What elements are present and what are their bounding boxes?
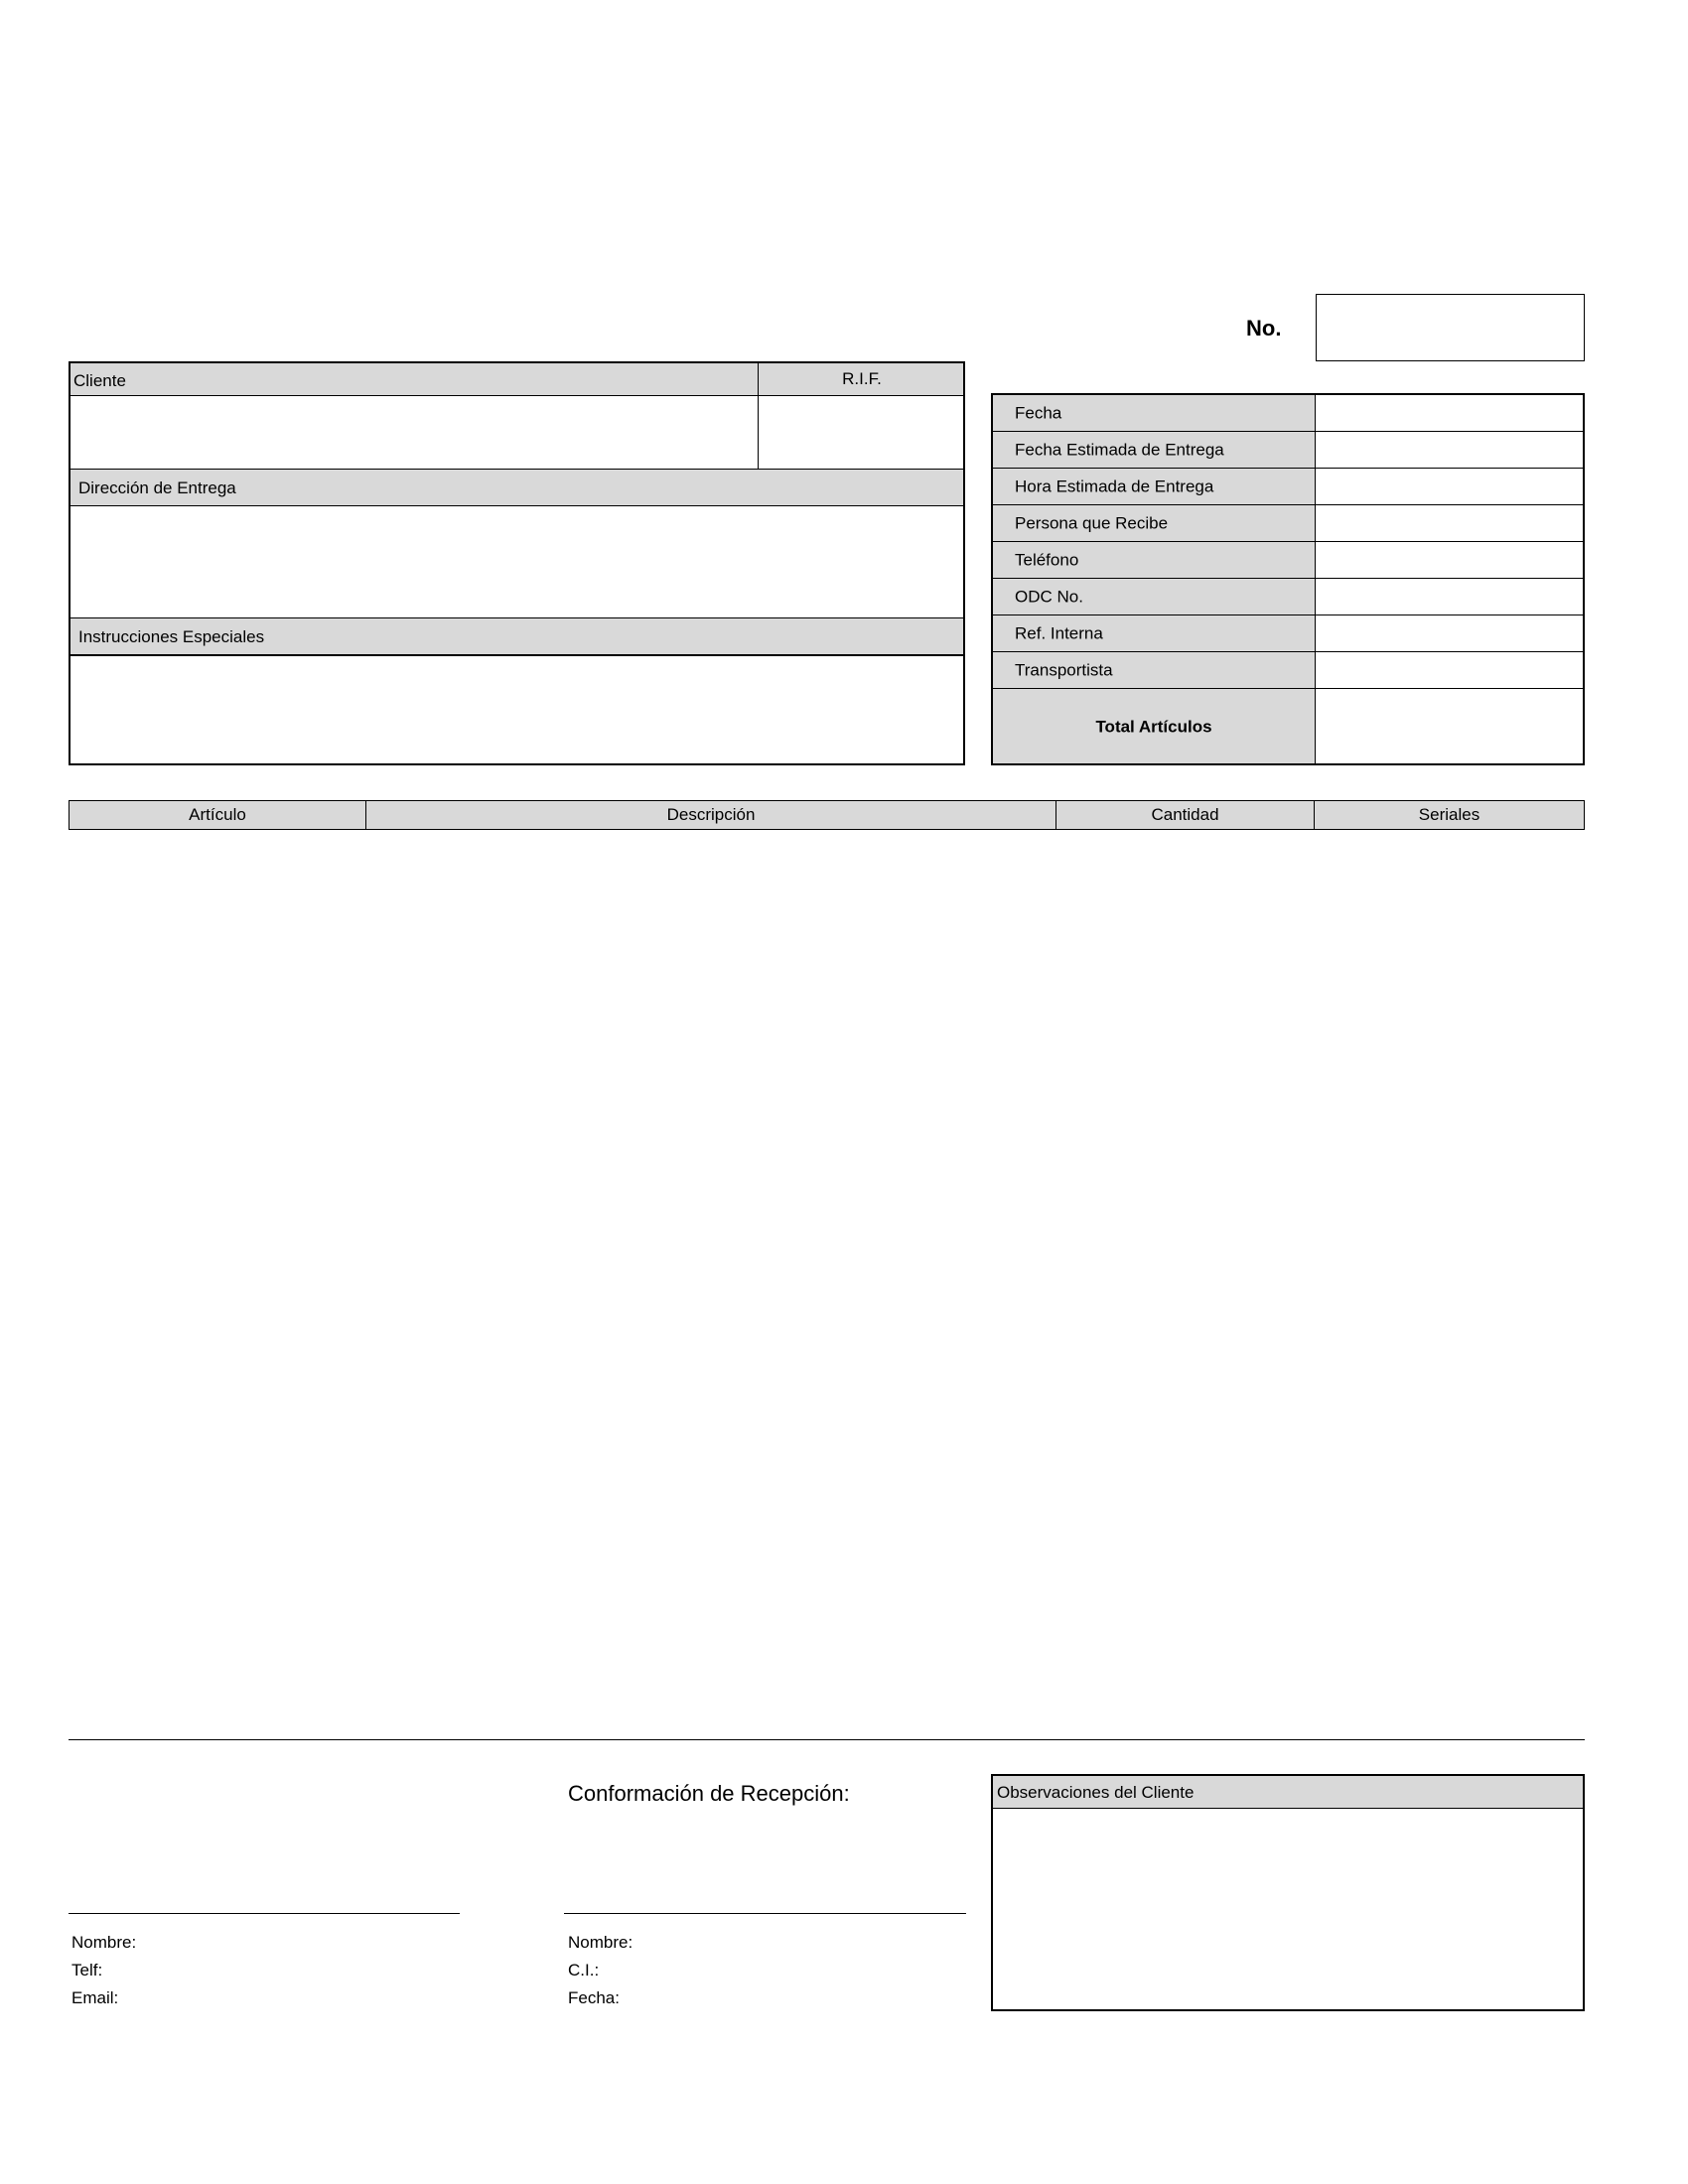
details-row-label: Hora Estimada de Entrega [1015, 477, 1214, 496]
sender-signature-fields [71, 1929, 136, 2012]
details-row-value[interactable] [1316, 469, 1583, 504]
instructions-header-row [70, 618, 963, 654]
address-label: Dirección de Entrega [78, 478, 236, 497]
details-row-label: Ref. Interna [1015, 623, 1103, 643]
items-table-header [69, 800, 1585, 830]
details-row-value[interactable] [1316, 542, 1583, 578]
details-row-label: Transportista [1015, 660, 1113, 680]
sender-signature-line [69, 1913, 460, 1914]
column-header-description: Descripción [666, 805, 756, 824]
details-row-label: Fecha Estimada de Entrega [1015, 440, 1224, 460]
total-articles-value[interactable] [1316, 689, 1583, 763]
receiver-name-label: Nombre: [568, 1933, 633, 1952]
details-row [993, 579, 1583, 614]
client-label: Cliente [73, 371, 126, 390]
details-row [993, 469, 1583, 504]
sender-phone-label: Telf: [71, 1961, 103, 1979]
details-row-value[interactable] [1316, 579, 1583, 614]
details-row-value[interactable] [1316, 505, 1583, 541]
receiver-date-label: Fecha: [568, 1988, 620, 2007]
reception-confirmation-title: Conformación de Recepción: [568, 1781, 850, 1806]
details-row-value[interactable] [1316, 652, 1583, 688]
rif-label: R.I.F. [842, 369, 882, 388]
details-row-value[interactable] [1316, 395, 1583, 431]
details-row-label: ODC No. [1015, 587, 1083, 607]
details-row [993, 542, 1583, 578]
instructions-label: Instrucciones Especiales [78, 627, 265, 646]
observations-header [993, 1776, 1583, 1809]
delivery-details-table [991, 393, 1585, 765]
receiver-signature-fields [568, 1929, 633, 2012]
sender-email-label: Email: [71, 1988, 119, 2007]
details-row-label: Teléfono [1015, 550, 1079, 570]
receiver-id-label: C.I.: [568, 1961, 600, 1979]
details-row [993, 432, 1583, 468]
client-field[interactable] [70, 396, 758, 469]
document-number-label: No. [1246, 316, 1282, 341]
footer-divider [69, 1739, 1585, 1740]
details-row [993, 505, 1583, 541]
total-articles-row [993, 689, 1583, 763]
document-number-field[interactable] [1316, 294, 1585, 361]
total-articles-label: Total Artículos [1095, 717, 1212, 736]
address-field[interactable] [70, 507, 963, 617]
details-row-value[interactable] [1316, 615, 1583, 651]
address-header-row [70, 470, 963, 505]
details-row [993, 395, 1583, 431]
details-row-label: Persona que Recibe [1015, 513, 1169, 533]
observations-field[interactable] [993, 1809, 1583, 2009]
column-header-serials: Seriales [1418, 805, 1480, 824]
instructions-field[interactable] [70, 657, 963, 763]
client-header-row [70, 363, 963, 395]
details-row [993, 652, 1583, 688]
observations-label: Observaciones del Cliente [997, 1783, 1195, 1802]
customer-observations-box [991, 1774, 1585, 2011]
details-row-label: Fecha [1015, 403, 1062, 423]
rif-field[interactable] [760, 396, 963, 469]
client-info-block [69, 361, 965, 765]
details-row-value[interactable] [1316, 432, 1583, 468]
column-header-article: Artículo [189, 805, 246, 824]
receiver-signature-line [564, 1913, 966, 1914]
details-row [993, 615, 1583, 651]
sender-name-label: Nombre: [71, 1933, 137, 1952]
column-header-quantity: Cantidad [1151, 805, 1219, 824]
